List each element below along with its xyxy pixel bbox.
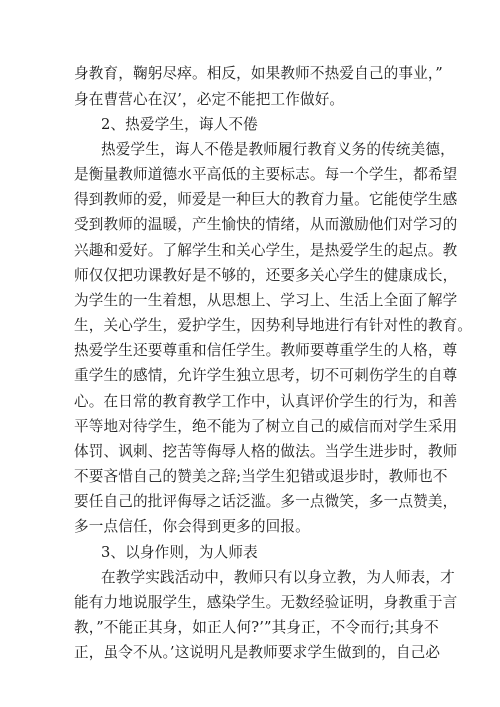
text-line-17: 不要吝惜自己的赞美之辞;当学生犯错或退步时，教师也不 [74,468,448,485]
text-line-24: 正，虽令不从。’这说明凡是教师要求学生做到的，自己必 [74,644,441,661]
text-line-14: 心。在日常的教育教学工作中，认真评价学生的行为，和善 [74,393,458,410]
text-line-9: 师仅仅把功课教好是不够的，还要多关心学生的健康成长， [74,267,458,284]
text-line-11: 生，关心学生，爱护学生，因势利导地进行有针对性的教育。 [74,317,473,334]
section-heading-2: 2、热爱学生，诲人不倦 [101,116,258,133]
text-line-13: 重学生的感情，允许学生独立思考，切不可刺伤学生的自尊 [74,367,458,384]
text-line-15: 平等地对待学生，绝不能为了树立自己的威信而对学生采用 [74,418,458,435]
section-heading-3: 3、以身作则，为人师表 [101,544,258,561]
text-line-4: 热爱学生，诲人不倦是教师履行教育义务的传统美德， [101,141,455,158]
text-line-7: 受到教师的温暖，产生愉快的情绪，从而激励他们对学习的 [74,216,458,233]
text-line-10: 为学生的一生着想，从思想上、学习上、生活上全面了解学 [74,292,458,309]
text-line-21: 在教学实践活动中，教师只有以身立教，为人师表，才 [101,569,455,586]
text-line-19: 多一点信任，你会得到更多的回报。 [74,518,310,535]
text-line-5: 是衡量教师道德水平高低的主要标志。每一个学生，都希望 [74,166,458,183]
text-line-12: 热爱学生还要尊重和信任学生。教师要尊重学生的人格，尊 [74,342,458,359]
text-line-2: 身在曹营心在汉’，必定不能把工作做好。 [74,91,345,108]
text-line-1: 身教育，鞠躬尽瘁。相反，如果教师不热爱自己的事业，” [74,65,443,82]
text-line-23: 教，”不能正其身，如正人何?’”其身正，不令而行;其身不 [74,619,439,636]
text-line-18: 要任自己的批评侮辱之话泛滥。多一点微笑，多一点赞美， [74,493,458,510]
text-line-22: 能有力地说服学生，感染学生。无数经验证明，身教重于言 [74,594,458,611]
text-line-16: 体罚、讽刺、挖苦等侮辱人格的做法。当学生进步时，教师 [74,443,458,460]
text-line-6: 得到教师的爱，师爱是一种巨大的教育力量。它能使学生感 [74,191,458,208]
text-line-8: 兴趣和爱好。了解学生和关心学生，是热爱学生的起点。教 [74,242,458,259]
